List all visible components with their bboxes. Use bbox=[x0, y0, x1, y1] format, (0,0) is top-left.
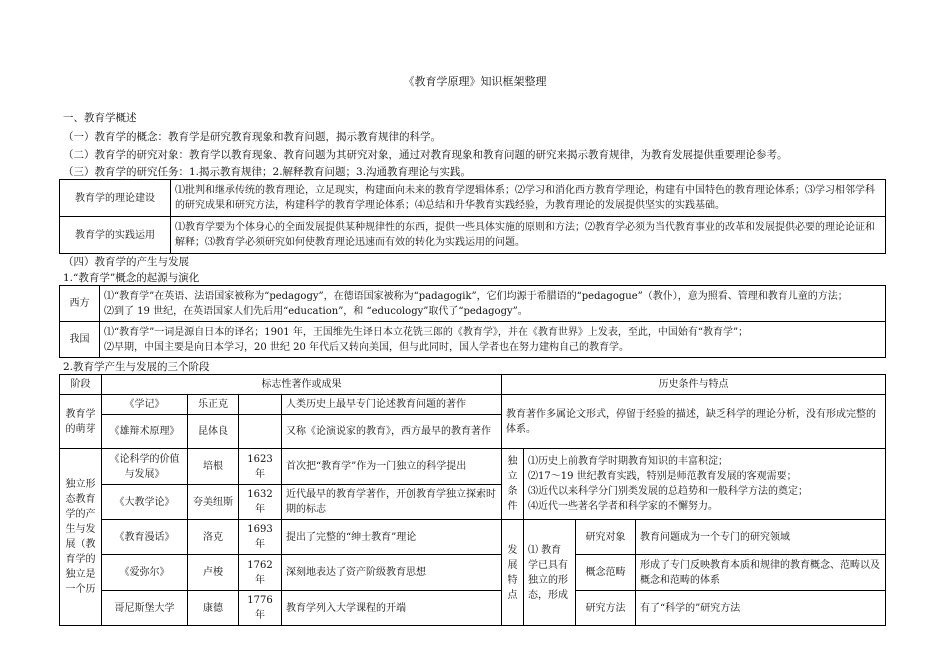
condition-item: ⑶近代以来科学分门别类发展的总趋势和一般科学方法的奠定； bbox=[528, 486, 808, 497]
origin-table bbox=[59, 285, 886, 358]
work-cell: 《大教学论》 bbox=[102, 485, 188, 520]
desc-cell: 近代最早的教育学著作，开创教育学独立探索时期的标志 bbox=[282, 485, 502, 520]
desc-cell: 人类历史上最早专门论述教育问题的著作 bbox=[282, 395, 502, 415]
sprout-history: 教育著作多属论文形式，停留于经验的描述，缺乏科学的理论分析，没有形成完整的体系。 bbox=[502, 395, 886, 449]
year-cell: 1762 年 bbox=[239, 555, 282, 591]
author-cell: 乐正克 bbox=[188, 395, 239, 415]
year-cell bbox=[239, 395, 282, 415]
section-heading-development: （四）教育学的产生与发展 bbox=[63, 256, 189, 268]
year-cell: 1632 年 bbox=[239, 485, 282, 520]
work-cell: 《学记》 bbox=[102, 395, 188, 415]
desc-cell: 首次把“教育学”作为一门独立的科学提出 bbox=[282, 449, 502, 485]
work-cell: 《教育漫话》 bbox=[102, 520, 188, 555]
author-cell: 洛克 bbox=[188, 520, 239, 555]
author-cell: 卢梭 bbox=[188, 555, 239, 591]
west-label: 西方 bbox=[60, 286, 100, 322]
year-cell: 1776 年 bbox=[239, 591, 282, 626]
feature-key: 研究对象 bbox=[576, 520, 636, 555]
china-item-2: ⑵早期，中国主要是向日本学习，20 世纪 20 年代后又转向美国，但与此同时，国人学者也在努力建构自己的教育学。 bbox=[104, 341, 629, 353]
work-cell: 《雄辩术原理》 bbox=[102, 415, 188, 449]
stages-table bbox=[59, 374, 886, 626]
stages-subheading: 2.教育学产生与发展的三个阶段 bbox=[63, 361, 210, 373]
section-heading-overview: 一、教育学概述 bbox=[63, 112, 137, 124]
theory-label: 教育学的理论建设 bbox=[60, 180, 171, 217]
practice-text: ⑴教育学要为个体身心的全面发展提供某种规律性的东西，提供一些具体实施的原则和方法；⑵教育学必须为当代教育事业的改革和发展提供必要的理论论证和解释；⑶教育学必须研究如何使教育理论迅速而有效的转化为实践运用的问题。 bbox=[171, 217, 886, 254]
work-cell: 《论科学的价值与发展》 bbox=[102, 449, 188, 485]
object-line: （二）教育学的研究对象：教育学以教育现象、教育问题为其研究对象，通过对教育现象和教育问题的研究来揭示教育规律，为教育发展提供重要理论参考。 bbox=[63, 149, 788, 161]
document-title: 《教育学原理》知识框架整理 bbox=[403, 75, 547, 88]
feature-sub: ⑴ 教育学已具有独立的形态，形成 bbox=[524, 520, 576, 626]
desc-cell: 教育学列入大学课程的开端 bbox=[282, 591, 502, 626]
header-history: 历史条件与特点 bbox=[502, 375, 886, 395]
header-stage: 阶段 bbox=[60, 375, 102, 395]
theory-practice-table bbox=[59, 179, 886, 254]
china-item-1: ⑴“教育学”一词是源自日本的译名；1901 年，王国维先生译日本立花铣三郎的《教育学》，并在《教育世界》上发表，至此，中国始有“教育学”； bbox=[104, 326, 749, 338]
condition-label: 独立条件 bbox=[502, 449, 524, 520]
desc-cell: 提出了完整的“绅士教育”理论 bbox=[282, 520, 502, 555]
author-cell: 康德 bbox=[188, 591, 239, 626]
condition-item: ⑴历史上前教育学时期教育知识的丰富积淀； bbox=[528, 456, 728, 467]
year-cell: 1693 年 bbox=[239, 520, 282, 555]
feature-key: 研究方法 bbox=[576, 591, 636, 626]
stage-independent: 独立形态教育学的产生与发展（教育学的独立是一个历 bbox=[60, 449, 102, 626]
year-cell: 1623 年 bbox=[239, 449, 282, 485]
feature-label: 发展特点 bbox=[502, 520, 524, 626]
work-cell: 哥尼斯堡大学 bbox=[102, 591, 188, 626]
feature-value: 教育问题成为一个专门的研究领域 bbox=[636, 520, 886, 555]
task-line: （三）教育学的研究任务：1.揭示教育规律；2.解释教育问题；3.沟通教育理论与实践。 bbox=[63, 166, 472, 178]
practice-label: 教育学的实践运用 bbox=[60, 217, 171, 254]
stage-sprout: 教育学的萌芽 bbox=[60, 395, 102, 449]
concept-line: （一）教育学的概念：教育学是研究教育现象和教育问题，揭示教育规律的科学。 bbox=[63, 131, 441, 143]
work-cell: 《爱弥尔》 bbox=[102, 555, 188, 591]
theory-text: ⑴批判和继承传统的教育理论，立足现实，构建面向未来的教育学逻辑体系；⑵学习和消化西方教育学理论，构建有中国特色的教育理论体系；⑶学习相邻学科的研究成果和研究方法，构建科学的教育学理论体系；⑷总结和升华教育实践经验，为教育理论的发展提供坚实的实践基础。 bbox=[171, 180, 886, 217]
feature-key: 概念范畴 bbox=[576, 555, 636, 591]
author-cell: 夸美纽斯 bbox=[188, 485, 239, 520]
feature-value: 有了“科学的”研究方法 bbox=[636, 591, 886, 626]
desc-cell: 又称《论演说家的教育》，西方最早的教育著作 bbox=[282, 415, 502, 449]
condition-item: ⑷近代一些著名学者和科学家的不懈努力。 bbox=[528, 501, 718, 512]
header-works: 标志性著作或成果 bbox=[102, 375, 502, 395]
origin-subheading: 1.“教育学”概念的起源与演化 bbox=[63, 272, 200, 284]
feature-value: 形成了专门反映教育本质和规律的教育概念、范畴以及概念和范畴的体系 bbox=[636, 555, 886, 591]
west-item-1: ⑴“教育学”在英语、法语国家被称为“pedagogy”，在德语国家被称为“padagogik”，它们均源于希腊语的“pedagogue”（教仆），意为照看、管理和教育儿童的方法； bbox=[104, 290, 848, 302]
author-cell: 培根 bbox=[188, 449, 239, 485]
desc-cell: 深刻地表达了资产阶级教育思想 bbox=[282, 555, 502, 591]
author-cell: 昆体良 bbox=[188, 415, 239, 449]
condition-item: ⑵17～19 世纪教育实践，特别是师范教育发展的客观需要； bbox=[528, 471, 797, 482]
west-item-2: ⑵到了 19 世纪，在英语国家人们先后用“education”，和 “educology”取代了“pedagogy”。 bbox=[104, 305, 528, 317]
china-label: 我国 bbox=[60, 322, 100, 358]
year-cell bbox=[239, 415, 282, 449]
